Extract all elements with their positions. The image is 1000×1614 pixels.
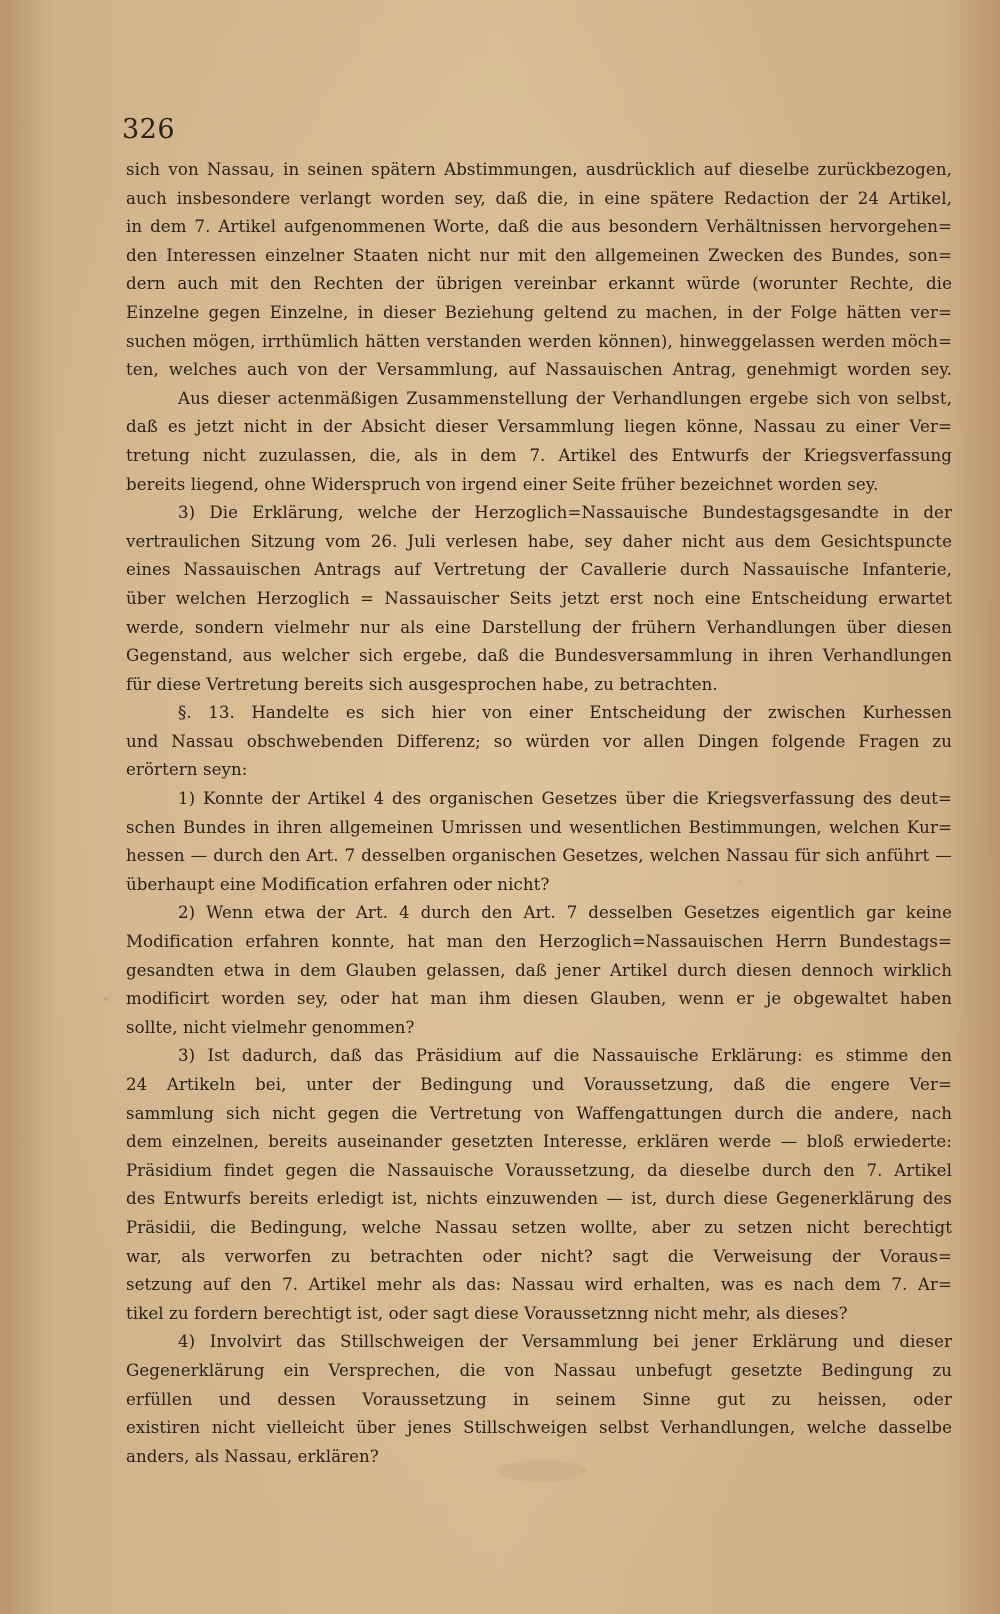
- page-number: 326: [122, 114, 176, 145]
- text-line: existiren nicht vielleicht über jenes Stillschweigen selbst Verhandlungen, welche dasselbe: [126, 1418, 952, 1438]
- text-line: tretung nicht zuzulassen, die, als in dem 7. Artikel des Entwurfs der Kriegsverfassung: [126, 445, 952, 465]
- text-line: schen Bundes in ihren allgemeinen Umrissen und wesentlichen Bestimmungen, welchen Kur=: [126, 817, 952, 837]
- text-line: 3) Die Erklärung, welche der Herzoglich=Nassauische Bundestagsgesandte in der: [178, 503, 952, 523]
- text-line: des Entwurfs bereits erledigt ist, nichts einzuwenden — ist, durch diese Gegenerklärung des: [126, 1189, 952, 1209]
- text-line: 2) Wenn etwa der Art. 4 durch den Art. 7 desselben Gesetzes eigentlich gar keine: [178, 903, 952, 923]
- text-line: dem einzelnen, bereits auseinander gesetzten Interesse, erklären werde — bloß erwiederte:: [126, 1132, 952, 1152]
- text-line: anders, als Nassau, erklären?: [126, 1446, 379, 1466]
- text-line: werde, sondern vielmehr nur als eine Darstellung der frühern Verhandlungen über diesen: [126, 617, 952, 637]
- text-line: ten, welches auch von der Versammlung, auf Nassauischen Antrag, genehmigt worden sey.: [126, 360, 952, 380]
- text-line: sollte, nicht vielmehr genommen?: [126, 1017, 415, 1037]
- text-line: daß es jetzt nicht in der Absicht dieser Versammlung liegen könne, Nassau zu einer Ver=: [126, 417, 952, 437]
- text-line: eines Nassauischen Antrags auf Vertretung der Cavallerie durch Nassauische Infanterie,: [126, 560, 952, 580]
- text-line: §. 13. Handelte es sich hier von einer Entscheidung der zwischen Kurhessen: [178, 703, 952, 723]
- text-line: in dem 7. Artikel aufgenommenen Worte, daß die aus besondern Verhältnissen hervorgehen=: [126, 217, 952, 237]
- text-line: 1) Konnte der Artikel 4 des organischen Gesetzes über die Kriegsverfassung des deut=: [178, 789, 952, 809]
- text-line: auch insbesondere verlangt worden sey, daß die, in eine spätere Redaction der 24 Artikel,: [126, 188, 952, 208]
- text-line: über welchen Herzoglich = Nassauischer Seits jetzt erst noch eine Entscheidung erwartet: [126, 588, 952, 608]
- body-text: [126, 156, 952, 1471]
- text-line: Präsidii, die Bedingung, welche Nassau setzen wollte, aber zu setzen nicht berechtigt: [126, 1217, 952, 1237]
- text-line: erfüllen und dessen Voraussetzung in seinem Sinne gut zu heissen, oder: [126, 1389, 952, 1409]
- text-line: für diese Vertretung bereits sich ausgesprochen habe, zu betrachten.: [126, 674, 718, 694]
- text-line: 24 Artikeln bei, unter der Bedingung und Voraussetzung, daß die engere Ver=: [126, 1075, 952, 1094]
- text-line: dern auch mit den Rechten der übrigen vereinbar erkannt würde (worunter Rechte, die: [126, 274, 952, 294]
- text-line: gesandten etwa in dem Glauben gelassen, daß jener Artikel durch diesen dennoch wirklich: [126, 960, 952, 980]
- text-line: Einzelne gegen Einzelne, in dieser Beziehung geltend zu machen, in der Folge hätten ver=: [126, 302, 952, 322]
- text-line: hessen — durch den Art. 7 desselben organischen Gesetzes, welchen Nassau für sich anführt —: [126, 846, 952, 866]
- text-line: suchen mögen, irrthümlich hätten verstanden werden können), hinweggelassen werden möch=: [126, 331, 952, 351]
- text-line: setzung auf den 7. Artikel mehr als das: Nassau wird erhalten, was es nach dem 7. Ar=: [126, 1275, 952, 1295]
- text-line: Aus dieser actenmäßigen Zusammenstellung der Verhandlungen ergebe sich von selbst,: [178, 388, 952, 408]
- text-line: Präsidium findet gegen die Nassauische Voraussetzung, da dieselbe durch den 7. Artikel: [126, 1160, 952, 1180]
- text-line: Modification erfahren konnte, hat man den Herzoglich=Nassauischen Herrn Bundestags=: [126, 932, 952, 952]
- text-line: Gegenstand, aus welcher sich ergebe, daß die Bundesversammlung in ihren Verhandlungen: [126, 646, 952, 666]
- text-line: Gegenerklärung ein Versprechen, die von Nassau unbefugt gesetzte Bedingung zu: [126, 1360, 952, 1380]
- text-line: vertraulichen Sitzung vom 26. Juli verlesen habe, sey daher nicht aus dem Gesichtspuncte: [126, 531, 952, 551]
- text-line: sich von Nassau, in seinen spätern Abstimmungen, ausdrücklich auf dieselbe zurückbezogen,: [126, 160, 952, 179]
- text-line: erörtern seyn:: [126, 760, 248, 780]
- text-line: tikel zu fordern berechtigt ist, oder sagt diese Voraussetznng nicht mehr, als dieses?: [126, 1303, 848, 1323]
- text-line: 4) Involvirt das Stillschweigen der Versammlung bei jener Erklärung und dieser: [178, 1332, 952, 1352]
- text-line: bereits liegend, ohne Widerspruch von irgend einer Seite früher bezeichnet worden sey.: [126, 474, 879, 494]
- text-line: 3) Ist dadurch, daß das Präsidium auf die Nassauische Erklärung: es stimme den: [178, 1046, 952, 1066]
- text-line: und Nassau obschwebenden Differenz; so würden vor allen Dingen folgende Fragen zu: [126, 731, 952, 751]
- text-line: den Interessen einzelner Staaten nicht nur mit den allgemeinen Zwecken des Bundes, son=: [126, 245, 952, 265]
- text-line: war, als verworfen zu betrachten oder nicht? sagt die Verweisung der Voraus=: [126, 1246, 952, 1266]
- text-line: überhaupt eine Modification erfahren oder nicht?: [126, 874, 550, 894]
- text-line: sammlung sich nicht gegen die Vertretung von Waffengattungen durch die andere, nach: [126, 1103, 952, 1123]
- text-line: modificirt worden sey, oder hat man ihm diesen Glauben, wenn er je obgewaltet haben: [126, 989, 952, 1009]
- paper-stain: [104, 997, 108, 1001]
